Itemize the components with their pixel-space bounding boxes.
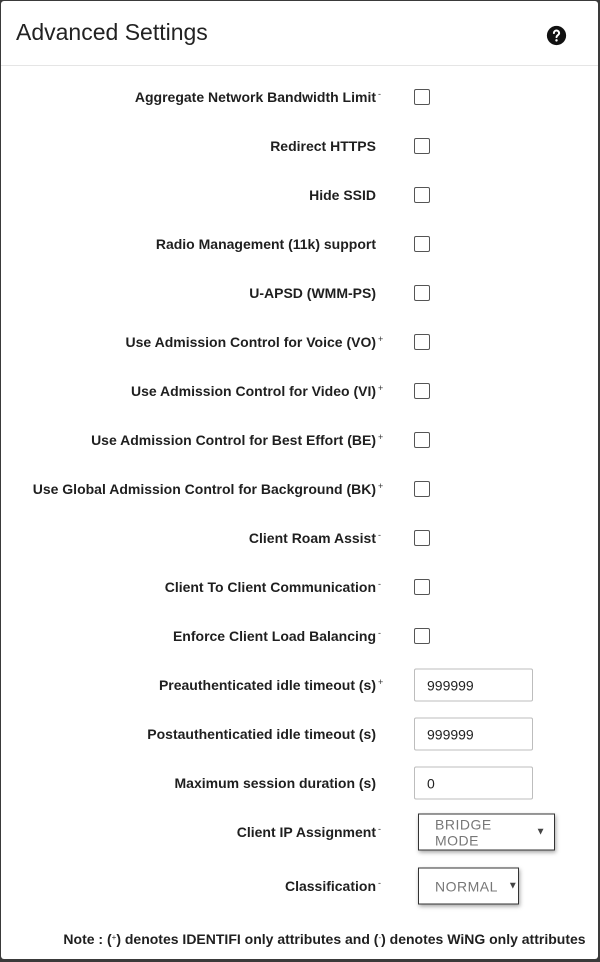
setting-row-redirect-https bbox=[1, 126, 598, 166]
setting-label bbox=[237, 824, 385, 840]
postauthenticatied-idle-timeout-s-input[interactable] bbox=[414, 718, 533, 751]
setting-label bbox=[249, 530, 385, 546]
redirect-https-checkbox[interactable] bbox=[414, 138, 430, 154]
setting-row-use-admission-control-for-video-vi bbox=[1, 371, 598, 411]
radio-management-11k-support-checkbox[interactable] bbox=[414, 236, 430, 252]
setting-label-text: Client To Client Communication bbox=[164, 579, 376, 595]
setting-label bbox=[285, 878, 385, 894]
setting-row-classification bbox=[1, 866, 598, 906]
setting-row-use-admission-control-for-voice-vo bbox=[1, 322, 598, 362]
client-roam-assist-checkbox[interactable] bbox=[414, 530, 430, 546]
setting-label-text: Redirect HTTPS bbox=[270, 138, 376, 154]
setting-label-text: Client IP Assignment bbox=[236, 824, 376, 840]
setting-row-client-to-client-communication bbox=[1, 567, 598, 607]
setting-label-text: Enforce Client Load Balancing bbox=[172, 628, 376, 644]
setting-label bbox=[270, 138, 385, 154]
setting-label bbox=[126, 334, 385, 350]
setting-row-use-admission-control-for-best-effort-be bbox=[1, 420, 598, 460]
setting-row-enforce-client-load-balancing bbox=[1, 616, 598, 656]
client-to-client-communication-checkbox[interactable] bbox=[414, 579, 430, 595]
attribute-mark: - bbox=[378, 579, 381, 589]
use-admission-control-for-video-vi-checkbox[interactable] bbox=[414, 383, 430, 399]
advanced-settings-dialog bbox=[1, 1, 598, 959]
setting-label bbox=[173, 628, 385, 644]
setting-label bbox=[309, 187, 385, 203]
attribute-mark: - bbox=[378, 628, 381, 638]
setting-label-text: Maximum session duration (s) bbox=[174, 775, 376, 791]
attribute-mark: - bbox=[378, 878, 381, 888]
setting-row-postauthenticatied-idle-timeout-s bbox=[1, 714, 598, 754]
u-apsd-wmm-ps-checkbox[interactable] bbox=[414, 285, 430, 301]
dialog-header bbox=[1, 1, 598, 66]
setting-label-text: Postauthenticatied idle timeout (s) bbox=[147, 726, 376, 742]
setting-row-u-apsd-wmm-ps bbox=[1, 273, 598, 313]
setting-label bbox=[91, 432, 385, 448]
setting-label-text: Radio Management (11k) support bbox=[155, 236, 376, 252]
setting-label bbox=[33, 481, 385, 497]
setting-label-text: Preauthenticated idle timeout (s) bbox=[158, 677, 376, 693]
setting-label bbox=[131, 383, 385, 399]
attribute-mark: - bbox=[378, 824, 381, 834]
setting-label-text: Client Roam Assist bbox=[248, 530, 376, 546]
setting-row-client-roam-assist bbox=[1, 518, 598, 558]
maximum-session-duration-s-input[interactable] bbox=[414, 767, 533, 800]
setting-row-preauthenticated-idle-timeout-s bbox=[1, 665, 598, 705]
setting-label-text: Use Global Admission Control for Background (BK) bbox=[32, 481, 376, 497]
setting-label-text: Hide SSID bbox=[309, 187, 376, 203]
preauthenticated-idle-timeout-s-input[interactable] bbox=[414, 669, 533, 702]
question-circle-icon[interactable] bbox=[546, 25, 567, 46]
setting-label-text: Classification bbox=[284, 878, 376, 894]
caret-down-icon: ▼ bbox=[535, 826, 546, 838]
attribute-mark: + bbox=[378, 383, 384, 393]
use-admission-control-for-best-effort-be-checkbox[interactable] bbox=[414, 432, 430, 448]
attribute-mark: + bbox=[378, 481, 384, 491]
setting-label-text: Use Admission Control for Best Effort (BE) bbox=[91, 432, 376, 448]
use-global-admission-control-for-background-bk-checkbox[interactable] bbox=[414, 481, 430, 497]
enforce-client-load-balancing-checkbox[interactable] bbox=[414, 628, 430, 644]
setting-row-maximum-session-duration-s bbox=[1, 763, 598, 803]
select-value: NORMAL bbox=[435, 878, 498, 894]
attribute-mark: - bbox=[378, 89, 381, 99]
hide-ssid-checkbox[interactable] bbox=[414, 187, 430, 203]
setting-row-client-ip-assignment bbox=[1, 812, 598, 852]
setting-label bbox=[175, 775, 385, 791]
setting-label bbox=[135, 89, 385, 105]
setting-row-aggregate-network-bandwidth-limit bbox=[1, 77, 598, 117]
setting-label bbox=[249, 285, 385, 301]
setting-label bbox=[159, 677, 385, 693]
use-admission-control-for-voice-vo-checkbox[interactable] bbox=[414, 334, 430, 350]
attribute-note: Note : (+) denotes IDENTIFI only attributes and (-) denotes WiNG only attributes bbox=[63, 931, 586, 947]
setting-label-text: Aggregate Network Bandwidth Limit bbox=[134, 89, 376, 105]
setting-label-text: Use Admission Control for Video (VI) bbox=[130, 383, 376, 399]
setting-label bbox=[156, 236, 385, 252]
caret-down-icon: ▼ bbox=[507, 880, 519, 892]
setting-label-text: U-APSD (WMM-PS) bbox=[249, 285, 376, 301]
aggregate-network-bandwidth-limit-checkbox[interactable] bbox=[414, 89, 430, 105]
setting-label bbox=[165, 579, 385, 595]
attribute-mark: - bbox=[378, 530, 381, 540]
setting-row-use-global-admission-control-for-background-bk bbox=[1, 469, 598, 509]
select-value: BRIDGE MODE bbox=[435, 816, 492, 848]
classification-select[interactable] bbox=[418, 868, 519, 905]
setting-label-text: Use Admission Control for Voice (VO) bbox=[125, 334, 376, 350]
client-ip-assignment-select[interactable] bbox=[418, 814, 555, 851]
attribute-mark: + bbox=[378, 334, 384, 344]
attribute-mark: + bbox=[378, 677, 384, 687]
setting-label bbox=[147, 726, 385, 742]
attribute-mark: + bbox=[378, 432, 384, 442]
setting-row-radio-management-11k-support bbox=[1, 224, 598, 264]
setting-row-hide-ssid bbox=[1, 175, 598, 215]
dialog-title: Advanced Settings bbox=[16, 19, 208, 45]
